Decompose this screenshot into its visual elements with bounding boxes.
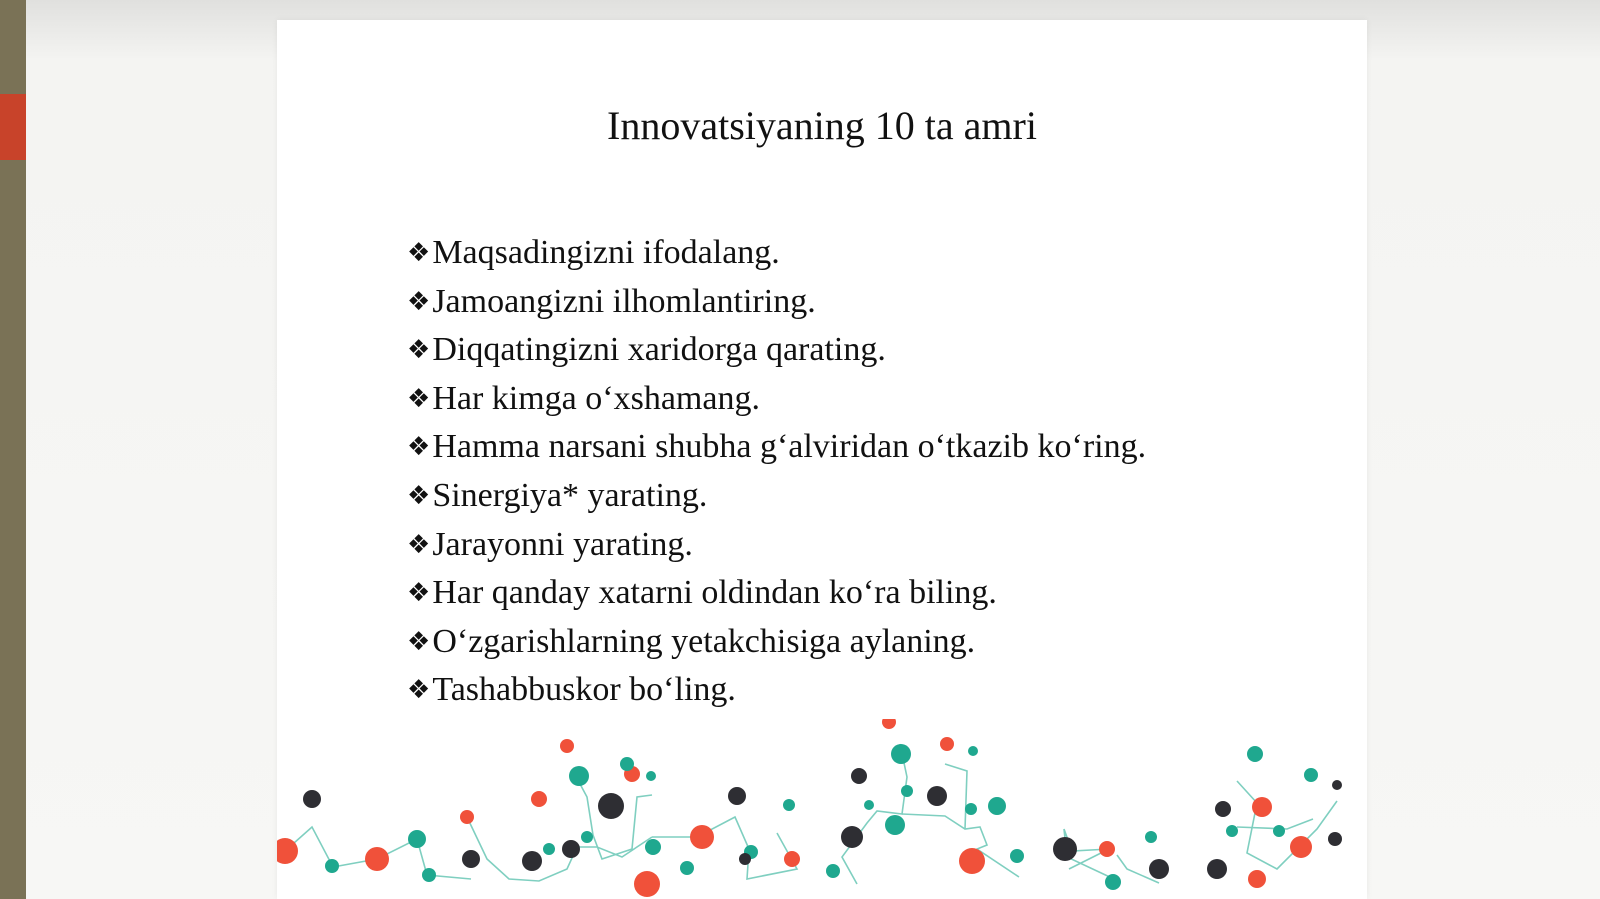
- bullet-text: Sinergiya* yarating.: [432, 476, 708, 514]
- four-diamond-bullet-icon: ❖: [407, 432, 431, 463]
- list-item: [407, 327, 1146, 376]
- bullet-text: Tashabbuskor bo‘ling.: [432, 671, 736, 709]
- list-item: [407, 473, 1146, 522]
- four-diamond-bullet-icon: ❖: [407, 529, 431, 560]
- four-diamond-bullet-icon: ❖: [407, 335, 431, 366]
- slide-title: Innovatsiyaning 10 ta amri: [607, 103, 1037, 148]
- bullet-text: Diqqatingizni xaridorga qarating.: [432, 331, 886, 369]
- molecule-decoration: [277, 719, 1367, 899]
- list-item: [407, 424, 1146, 473]
- bullet-text: Har qanday xatarni oldindan ko‘ra biling.: [432, 574, 997, 612]
- four-diamond-bullet-icon: ❖: [407, 238, 431, 268]
- bullet-text: Jamoangizni ilhomlantiring.: [432, 282, 816, 320]
- list-item: [407, 376, 1146, 425]
- four-diamond-bullet-icon: ❖: [407, 383, 431, 414]
- bullet-text: Har kimga o‘xshamang.: [432, 379, 760, 417]
- four-diamond-bullet-icon: ❖: [407, 286, 431, 317]
- bullet-text: Maqsadingizni ifodalang.: [432, 234, 780, 271]
- list-item: [407, 522, 1146, 571]
- list-item: [407, 570, 1146, 619]
- list-item: [407, 667, 1146, 716]
- four-diamond-bullet-icon: ❖: [407, 480, 431, 511]
- bullet-text: Jarayonni yarating.: [432, 525, 693, 563]
- list-item: [407, 619, 1146, 668]
- slide-canvas: [277, 20, 1367, 899]
- four-diamond-bullet-icon: ❖: [407, 675, 431, 706]
- four-diamond-bullet-icon: ❖: [407, 626, 431, 657]
- bullet-list: [407, 230, 1146, 716]
- list-item: [407, 279, 1146, 328]
- bullet-text: O‘zgarishlarning yetakchisiga aylaning.: [432, 622, 976, 660]
- left-sidebar-accent: [0, 94, 26, 160]
- list-item: [407, 230, 1146, 279]
- four-diamond-bullet-icon: ❖: [407, 578, 431, 609]
- bullet-text: Hamma narsani shubha g‘alviridan o‘tkazib ko‘ring.: [432, 428, 1147, 466]
